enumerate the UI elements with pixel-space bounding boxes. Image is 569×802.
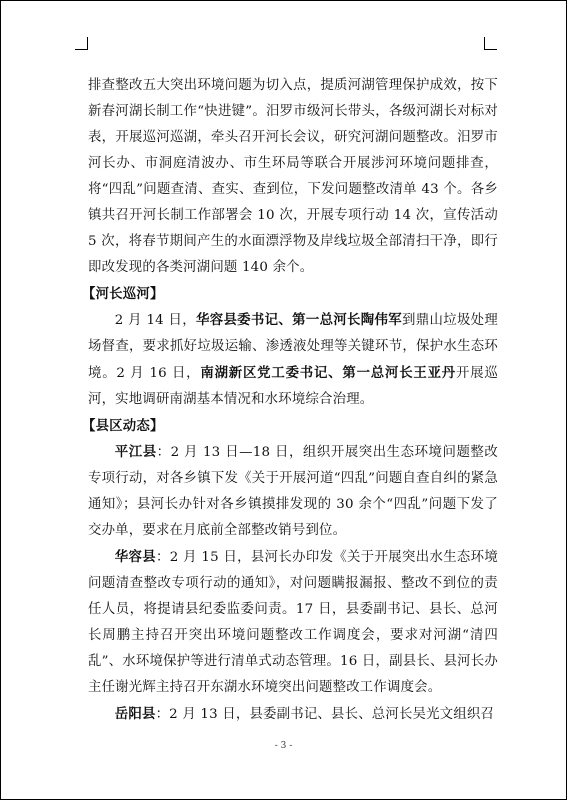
patrol-official-1: 华容县委书记、第一总河长陶伟军 xyxy=(195,312,402,328)
patrol-text-2: 到鼎山垃圾处理场督查，要求抓好垃圾运输、渗透液处理等关键环节，保护水生态环境。2 月 16 日， xyxy=(88,313,498,381)
patrol-text-3: 开展巡河，实地调研南湖基本情况和水环境综合治理。 xyxy=(88,366,498,407)
county-label-huarong: 华容县 xyxy=(114,549,157,565)
page-number: - 3 - xyxy=(274,741,293,751)
county-label-pingjiang: 平江县 xyxy=(114,444,157,460)
county-label-yueyang: 岳阳县 xyxy=(114,706,156,722)
section-heading-patrol: 【河长巡河】 xyxy=(82,286,164,302)
paragraph-pingjiang xyxy=(88,439,498,544)
paragraph-intro: 排查整改五大突出环境问题为切入点，提质河湖管理保护成效，按下新春河湖长制工作“快进键”。汨罗市级河长带头，各级河湖长对标对表，开展巡河巡湖，牵头召开河长会议，研究河湖问题整改。汨罗市河长办、市洞庭清波办、市生环局等联合开展涉河环境问题排查，将“四乱”问题查清、查实、查到位，下发问题整改清单 43 个。各乡镇共召开河长制工作部署会 10 次，开展专项行动 14 次，宣传活动 5 次，将春节期间产生的水面漂浮物及岸线垃圾全部清扫干净，即行即改发现的各类河湖问题 140 余个。 xyxy=(88,78,498,275)
paragraph-yueyang xyxy=(88,701,498,728)
patrol-text-1: 2 月 14 日， xyxy=(114,313,196,328)
patrol-official-2: 南湖新区党工委书记、第一总河长王亚丹 xyxy=(200,365,456,381)
county-text-pingjiang: ：2 月 13 日—18 日，组织开展突出生态环境问题整改专项行动，对各乡镇下发《关于开展河道“四乱”问题自查自纠的紧急通知》；县河长办针对各乡镇摸排发现的 30 余个“四乱”问题下发了交办单，要求在月底前全部整改销号到位。 xyxy=(88,445,498,538)
section-heading-county: 【县区动态】 xyxy=(82,418,164,434)
document-body xyxy=(82,73,498,728)
paragraph-patrol xyxy=(88,307,498,413)
crop-mark-top-left xyxy=(75,37,88,50)
crop-mark-top-right xyxy=(484,37,497,50)
paragraph-huarong xyxy=(88,544,498,701)
county-text-yueyang: ：2 月 13 日，县委副书记、县长、总河长吴光文组织召 xyxy=(155,707,495,722)
county-text-huarong: ：2 月 15 日，县河长办印发《关于开展突出水生态环境问题清查整改专项行动的通知》，对问题瞒报漏报、整改不到位的责任人员，将提请县纪委监委问责。17 日，县委副书记、县长、总河长周鹏主持召开突出环境问题整改工作调度会，要求对河湖“清四乱”、水环境保护等进行清单式动态管理。16 日，副县长、县河长办主任谢光辉主持召开东湖水环境突出问题整改工作调度会。 xyxy=(88,550,498,695)
